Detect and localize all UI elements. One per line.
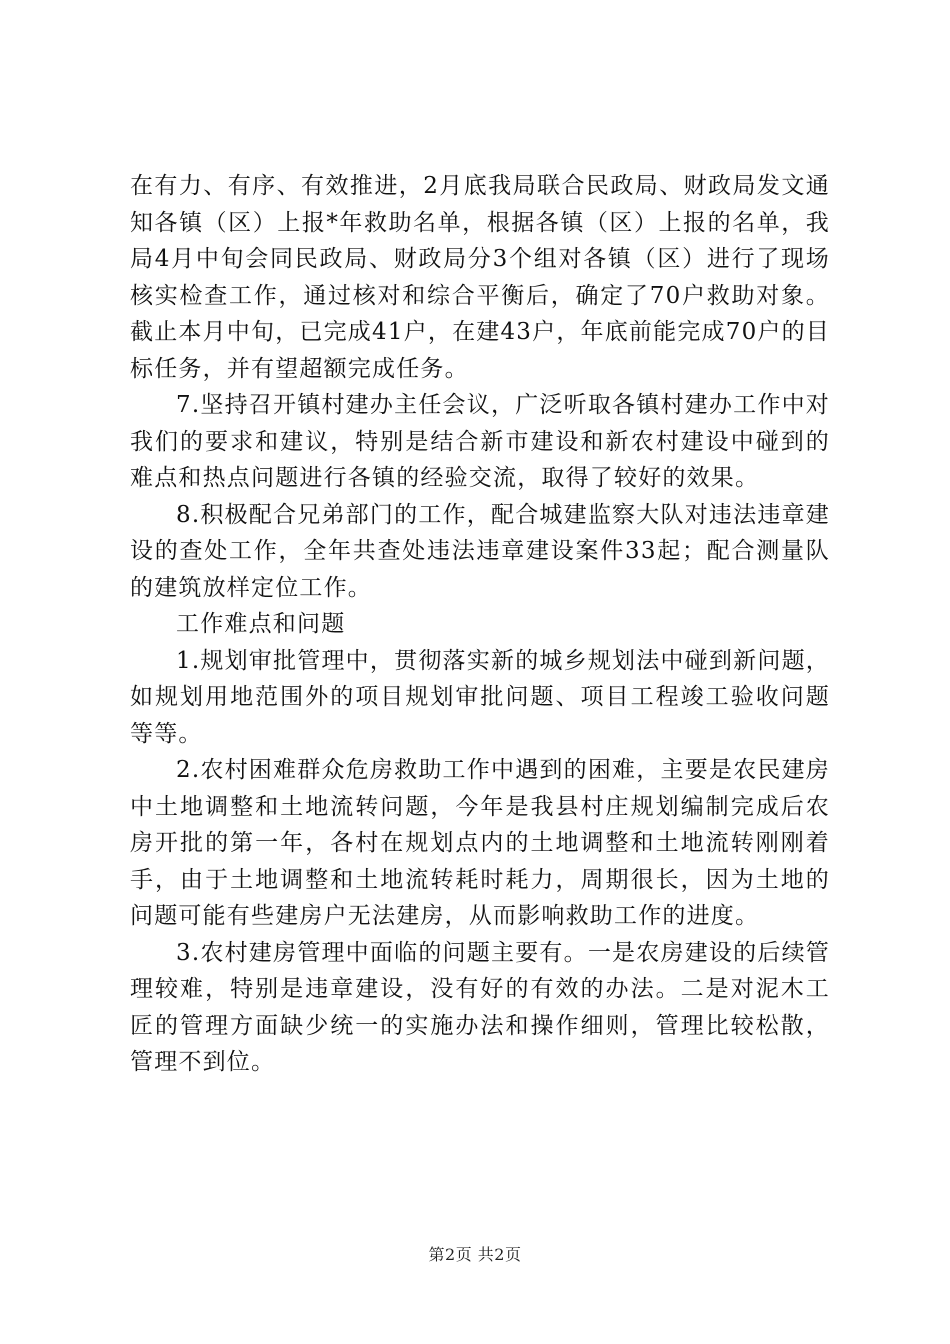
- document-body: [130, 168, 830, 1081]
- paragraph-item-7: 7.坚持召开镇村建办主任会议，广泛听取各镇村建办工作中对我们的要求和建议，特别是结合新市建设和新农村建设中碰到的难点和热点问题进行各镇的经验交流，取得了较好的效果。: [130, 392, 830, 491]
- page-number-label: 第2页 共2页: [428, 1245, 522, 1264]
- paragraph-continuation: 在有力、有序、有效推进，2月底我局联合民政局、财政局发文通知各镇（区）上报*年救助名单，根据各镇（区）上报的名单，我局4月中旬会同民政局、财政局分3个组对各镇（区）进行了现场核实检查工作，通过核对和综合平衡后，确定了70户救助对象。截止本月中旬，已完成41户，在建43户，年底前能完成70户的目标任务，并有望超额完成任务。: [130, 173, 830, 382]
- section-heading: 工作难点和问题: [176, 611, 346, 637]
- paragraph-problem-2: 2.农村困难群众危房救助工作中遇到的困难，主要是农民建房中土地调整和土地流转问题，今年是我县村庄规划编制完成后农房开批的第一年，各村在规划点内的土地调整和土地流转刚刚着手，由于土地调整和土地流转耗时耗力，周期很长，因为土地的问题可能有些建房户无法建房，从而影响救助工作的进度。: [130, 757, 830, 929]
- paragraph-problem-3: 3.农村建房管理中面临的问题主要有。一是农房建设的后续管理较难，特别是违章建设，没有好的有效的办法。二是对泥木工匠的管理方面缺少统一的实施办法和操作细则，管理比较松散，管理不到位。: [130, 939, 830, 1075]
- paragraph-item-8: 8.积极配合兄弟部门的工作，配合城建监察大队对违法违章建设的查处工作，全年共查处违法违章建设案件33起；配合测量队的建筑放样定位工作。: [130, 501, 830, 601]
- page-footer: [0, 1244, 950, 1266]
- paragraph-problem-1: 1.规划审批管理中，贯彻落实新的城乡规划法中碰到新问题，如规划用地范围外的项目规划审批问题、项目工程竣工验收问题等等。: [130, 647, 830, 747]
